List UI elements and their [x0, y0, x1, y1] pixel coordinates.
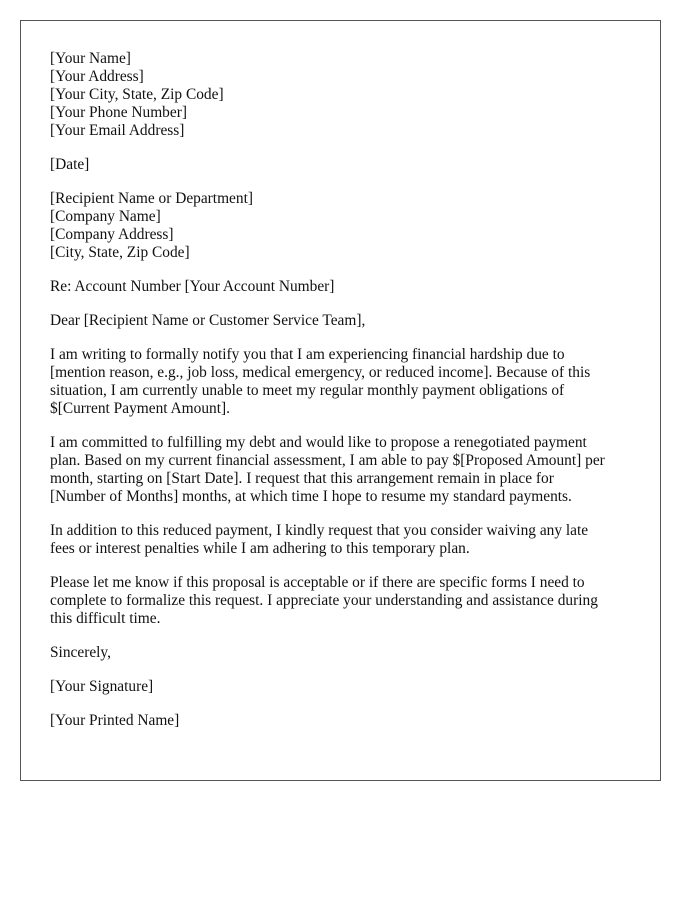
sender-name: [Your Name]	[50, 50, 131, 67]
closing: Sincerely,	[50, 644, 111, 661]
recipient-address: [Company Address]	[50, 226, 174, 243]
recipient-block	[50, 190, 640, 262]
body-line: Please let me know if this proposal is acceptable or if there are specific forms I need to	[50, 574, 585, 591]
recipient-company: [Company Name]	[50, 208, 161, 225]
body-paragraph	[50, 434, 640, 506]
body-line: complete to formalize this request. I appreciate your understanding and assistance during	[50, 592, 598, 609]
recipient-name: [Recipient Name or Department]	[50, 190, 253, 207]
body-line: situation, I am currently unable to meet my regular monthly payment obligations of	[50, 382, 565, 399]
sender-phone: [Your Phone Number]	[50, 104, 187, 121]
body-paragraph	[50, 522, 640, 558]
sender-address: [Your Address]	[50, 68, 144, 85]
sender-city: [Your City, State, Zip Code]	[50, 86, 224, 103]
printed-name: [Your Printed Name]	[50, 712, 180, 729]
body-line: this difficult time.	[50, 610, 161, 627]
body-line: month, starting on [Start Date]. I request that this arrangement remain in place for	[50, 470, 554, 487]
body-line: $[Current Payment Amount].	[50, 400, 230, 417]
body-paragraph	[50, 574, 640, 628]
letter-page	[20, 20, 661, 781]
body-line: [mention reason, e.g., job loss, medical emergency, or reduced income]. Because of this	[50, 364, 591, 381]
body-line: I am writing to formally notify you that I am experiencing financial hardship due to	[50, 346, 565, 363]
body-line: [Number of Months] months, at which time I hope to resume my standard payments.	[50, 488, 572, 505]
sender-block	[50, 50, 640, 140]
recipient-city: [City, State, Zip Code]	[50, 244, 190, 261]
subject-line: Re: Account Number [Your Account Number]	[50, 278, 335, 295]
body-line: In addition to this reduced payment, I kindly request that you consider waiving any late	[50, 522, 589, 539]
sender-email: [Your Email Address]	[50, 122, 185, 139]
letter-content	[50, 50, 640, 746]
signature: [Your Signature]	[50, 678, 154, 695]
body-line: fees or interest penalties while I am adhering to this temporary plan.	[50, 540, 470, 557]
body-line: plan. Based on my current financial assessment, I am able to pay $[Proposed Amount] per	[50, 452, 605, 469]
date: [Date]	[50, 156, 90, 173]
body-line: I am committed to fulfilling my debt and would like to propose a renegotiated payment	[50, 434, 587, 451]
salutation: Dear [Recipient Name or Customer Service Team],	[50, 312, 366, 329]
body-paragraph	[50, 346, 640, 418]
